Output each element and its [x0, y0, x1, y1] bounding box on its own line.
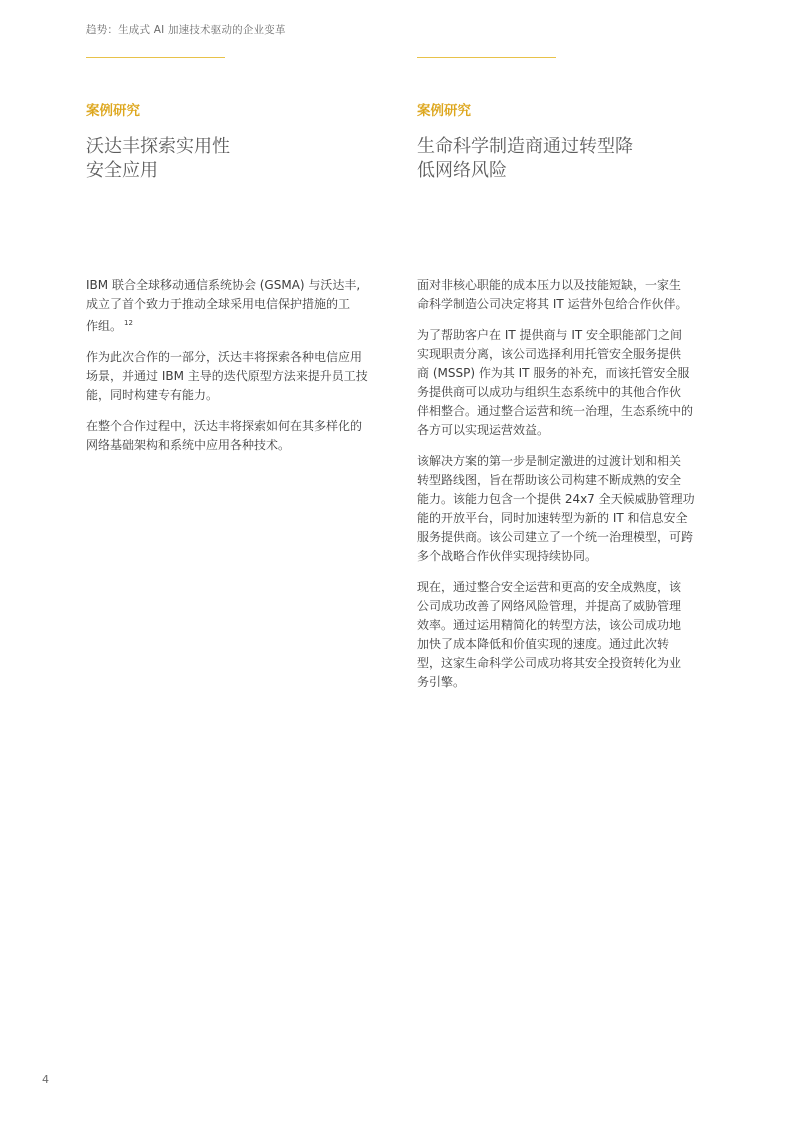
case-study-body: [417, 276, 717, 704]
paragraph: [417, 326, 717, 440]
paragraph: [86, 276, 386, 336]
text-line: 能，同时构建专有能力。: [86, 388, 219, 402]
paragraph: [417, 452, 717, 566]
case-study-label: 案例研究: [86, 103, 140, 119]
text-line: 务提供商可以成功与组织生态系统中的其他合作伙: [417, 385, 682, 399]
text-line: 公司成功改善了网络风险管理，并提高了威胁管理: [417, 599, 682, 613]
text-line: 在整个合作过程中，沃达丰将探索如何在其多样化的: [86, 419, 363, 433]
text-line: 命科学制造公司决定将其 IT 运营外包给合作伙伴。: [417, 297, 688, 311]
case-study-body: [86, 276, 386, 467]
text-line: IBM 联合全球移动通信系统协会 (GSMA) 与沃达丰,: [86, 278, 361, 292]
accent-rule: [417, 57, 556, 58]
paragraph: [417, 276, 717, 314]
text-line: 为了帮助客户在 IT 提供商与 IT 安全职能部门之间: [417, 328, 682, 342]
case-study-label: 案例研究: [417, 103, 471, 119]
running-header: 趋势：生成式 AI 加速技术驱动的企业变革: [86, 24, 286, 36]
text-line: 成立了首个致力于推动全球采用电信保护措施的工: [86, 297, 351, 311]
text-line: 务引擎。: [417, 675, 466, 689]
text-line: 伴相整合。通过整合运营和统一治理，生态系统中的: [417, 404, 694, 418]
case-study-title: [417, 135, 717, 183]
paragraph: [417, 578, 717, 692]
text-line: 多个战略合作伙伴实现持续协同。: [417, 549, 598, 563]
text-line: 实现职责分离，该公司选择利用托管安全服务提供: [417, 347, 682, 361]
text-line: 效率。通过运用精简化的转型方法，该公司成功地: [417, 618, 682, 632]
text-line: 能力。该能力包含一个提供 24x7 全天候威胁管理功: [417, 492, 695, 506]
text-line: 商 (MSSP) 作为其 IT 服务的补充，而该托管安全服: [417, 366, 690, 380]
page-number: 4: [42, 1073, 49, 1086]
accent-rule: [86, 57, 225, 58]
paragraph: [86, 417, 386, 455]
text-line: 转型路线图，旨在帮助该公司构建不断成熟的安全: [417, 473, 682, 487]
case-study-title-line: 安全应用: [86, 160, 158, 181]
text-line: 面对非核心职能的成本压力以及技能短缺，一家生: [417, 278, 682, 292]
text-line: 各方可以实现运营效益。: [417, 423, 550, 437]
footnote-ref[interactable]: 12: [124, 319, 133, 327]
text-line: 该解决方案的第一步是制定激进的过渡计划和相关: [417, 454, 682, 468]
case-study-title-line: 生命科学制造商通过转型降: [417, 136, 633, 157]
text-line: 型，这家生命科学公司成功将其安全投资转化为业: [417, 656, 682, 670]
text-line: 加快了成本降低和价值实现的速度。通过此次转: [417, 637, 670, 651]
case-study-title-line: 低网络风险: [417, 160, 507, 181]
text-line: [86, 314, 386, 336]
text-line: 场景，并通过 IBM 主导的迭代原型方法来提升员工技: [86, 369, 368, 383]
paragraph: [86, 348, 386, 405]
text-line: 能的开放平台，同时加速转型为新的 IT 和信息安全: [417, 511, 688, 525]
text-line: 作为此次合作的一部分，沃达丰将探索各种电信应用: [86, 350, 363, 364]
text-line: 网络基础架构和系统中应用各种技术。: [86, 438, 291, 452]
case-study-title: [86, 135, 386, 183]
case-study-title-line: 沃达丰探索实用性: [86, 136, 230, 157]
text-fragment: 作组。: [86, 319, 123, 333]
text-line: 现在，通过整合安全运营和更高的安全成熟度，该: [417, 580, 682, 594]
text-line: 服务提供商。该公司建立了一个统一治理模型，可跨: [417, 530, 694, 544]
